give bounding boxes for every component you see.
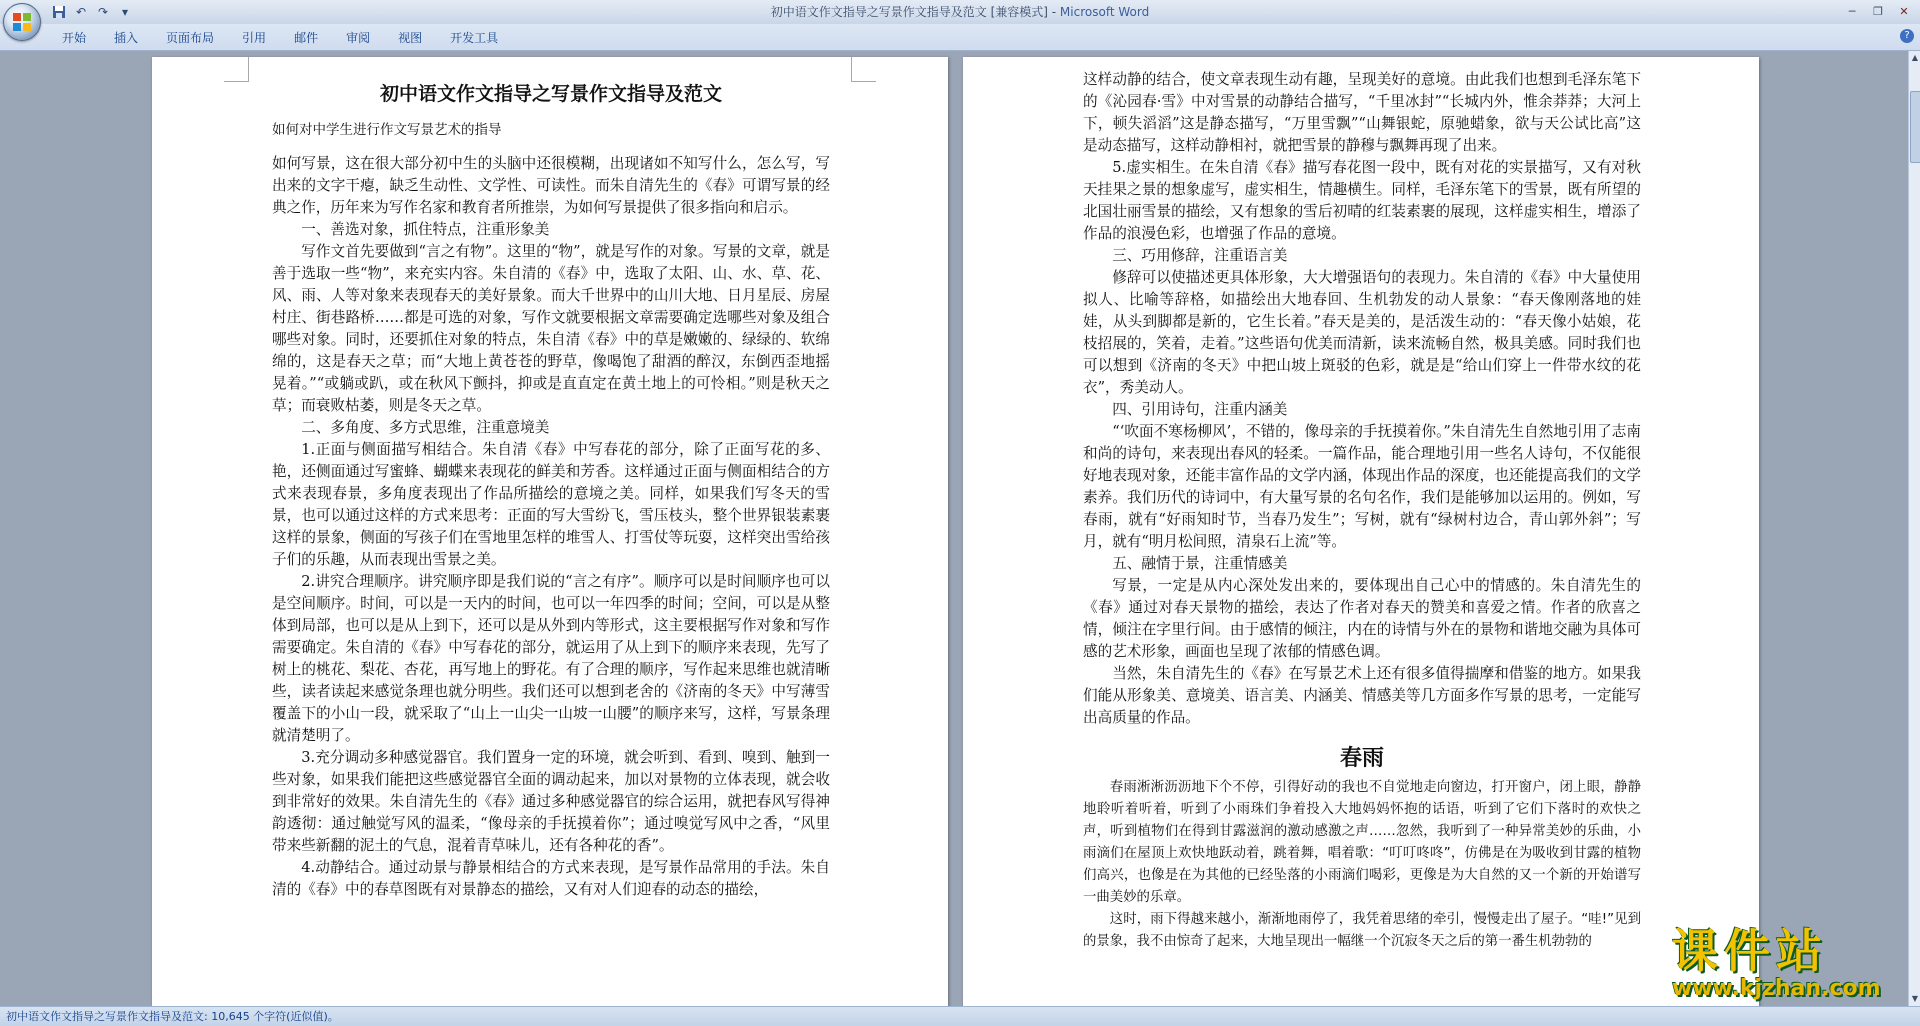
essay-paragraph: 春雨淅淅沥沥地下个不停，引得好动的我也不自觉地走向窗边，打开窗户，闭上眼，静静地聆听着听着，听到了小雨珠们争着投入大地妈妈怀抱的话语，听到了它们下落时的欢快之声，听到植物们在得到甘露滋润的激动感激之声……忽然，我听到了一种异常美妙的乐曲，小雨滴们在屋顶上欢快地跃动着，跳着舞，唱着歌：“叮叮咚咚”，仿佛是在为吸收到甘露的植物们高兴，也像是在为其他的已经坠落的小雨滴们喝彩，更像是为大自然的又一个新的开始谱写一曲美妙的乐章。 [1083,780,1641,905]
page-content [1083,69,1641,953]
essay-paragraph: 这时，雨下得越来越小，渐渐地雨停了，我凭着思绪的牵引，慢慢走出了屋子。“哇!”见到的景象，我不由惊奇了起来，大地呈现出一幅继一个沉寂冬天之后的第一番生机勃勃的 [1083,912,1641,949]
app-name: Microsoft Word [1059,5,1150,19]
watermark-url: www.kjzhan.com [1672,976,1881,1001]
help-icon[interactable]: ? [1900,29,1914,43]
undo-icon[interactable]: ↶ [75,5,87,19]
paragraph: 4.动静结合。通过动景与静景相结合的方式来表现，是写景作品常用的手法。朱自清的《春》中的春草图既有对景静态的描绘，又有对人们迎春的动态的描绘， [272,859,830,898]
section-heading: 二、多角度、多方式思维，注重意境美 [301,419,550,436]
tab-home[interactable]: 开始 [62,31,87,45]
document-page-right[interactable] [963,57,1759,1006]
paragraph: 2.讲究合理顺序。讲究顺序即是我们说的“言之有序”。顺序可以是时间顺序也可以是空间顺序。时间，可以是一天内的时间，也可以一年四季的时间；空间，可以是从整体到局部，也可以是从上到下，还可以是从外到内等形式，这主要根据写作对象和写作需要确定。朱自清的《春》中写春花的部分，就运用了从上到下的顺序来表现，先写了树上的桃花、梨花、杏花，再写地上的野花。有了合理的顺序，写作起来思维也就清晰些，读者读起来感觉条理也就分明些。我们还可以想到老舍的《济南的冬天》中写薄雪覆盖下的小山一段，就采取了“山上一山尖一山坡一山腰”的顺序来写，这样，写景条理就清楚明了。 [272,573,830,744]
window-title [0,0,1920,24]
paragraph: 写景，一定是从内心深处发出来的，要体现出自己心中的情感的。朱自清先生的《春》通过对春天景物的描绘，表达了作者对春天的赞美和喜爱之情。作者的欣喜之情，倾注在字里行间。由于感情的倾注，内在的诗情与外在的景物和谐地交融为具体可感的艺术形象，画面也呈现了浓郁的情感色调。 [1083,577,1641,660]
vertical-scrollbar[interactable] [1908,51,1920,1006]
document-title: 初中语文作文指导之写景作文指导及范文 [379,83,722,105]
watermark-text: 课件站 [1672,924,1828,978]
window-controls [1840,2,1916,20]
close-icon[interactable]: ✕ [1899,4,1909,18]
paragraph: 当然，朱自清先生的《春》在写景艺术上还有很多值得揣摩和借鉴的地方。如果我们能从形象美、意境美、语言美、内涵美、情感美等几方面多作写景的思考，一定能写出高质量的作品。 [1083,665,1641,726]
section-heading: 四、引用诗句，注重内涵美 [1112,401,1288,418]
scroll-down-icon[interactable]: ▼ [1911,994,1919,1003]
tab-insert[interactable]: 插入 [114,31,139,45]
paragraph: 1.正面与侧面描写相结合。朱自清《春》中写春花的部分，除了正面写花的多、艳，还侧面通过写蜜蜂、蝴蝶来表现花的鲜美和芳香。这样通过正面与侧面相结合的方式来表现春景，多角度表现出了作品所描绘的意境之美。同样，如果我们写冬天的雪景，也可以通过这样的方式来思考：正面的写大雪纷飞，雪压枝头，整个世界银装素裹这样的景象，侧面的写孩子们在雪地里怎样的堆雪人、打雪仗等玩耍，这样突出雪给孩子们的乐趣，从而表现出雪景之美。 [272,441,830,568]
section-heading: 一、善选对象，抓住特点，注重形象美 [301,221,550,238]
title-bar [0,0,1920,25]
document-name: 初中语文作文指导之写景作文指导及范文 [兼容模式] - [770,5,1060,19]
restore-icon[interactable]: ❐ [1873,4,1883,18]
document-page-left[interactable] [152,57,948,1006]
word-count[interactable]: 初中语文作文指导之写景作文指导及范文: 10,645 个字符(近似值)。 [6,1010,339,1023]
save-icon[interactable] [50,3,68,21]
page-content [272,75,830,901]
section-heading: 五、融情于景，注重情感美 [1112,555,1288,572]
section-heading: 三、巧用修辞，注重语言美 [1112,247,1288,264]
paragraph: 写作文首先要做到“言之有物”。这里的“物”，就是写作的对象。写景的文章，就是善于选取一些“物”，来充实内容。朱自清的《春》中，选取了太阳、山、水、草、花、风、雨、人等对象来表现春天的美好景象。而大千世界中的山川大地、日月星辰、房屋村庄、街巷路桥……都是可选的对象，写作文就要根据文章需要确定选哪些对象及组合哪些对象。同时，还要抓住对象的特点，朱自清《春》中的草是嫩嫩的、绿绿的、软绵绵的，这是春天之草；而“大地上黄苍苍的野草，像喝饱了甜酒的醉汉，东倒西歪地摇晃着。”“或躺或趴，或在秋风下颤抖，抑或是直直定在黄土地上的可怜相。”则是秋天之草；而衰败枯萎，则是冬天之草。 [272,243,830,414]
margin-corner-mark [224,57,249,82]
paragraph: 如何写景，这在很大部分初中生的头脑中还很模糊，出现诸如不知写什么，怎么写，写出来的文字干瘪，缺乏生动性、文学性、可读性。而朱自清先生的《春》可谓写景的经典之作，历年来为写作名家和教育者所推崇，为如何写景提供了很多指向和启示。 [272,155,830,216]
scrollbar-thumb[interactable] [1910,91,1920,163]
scroll-up-icon[interactable]: ▲ [1911,53,1919,62]
ribbon-tab-bar [0,24,1920,51]
status-bar [0,1006,1920,1026]
tab-mailings[interactable]: 邮件 [294,31,319,45]
minimize-icon[interactable]: ─ [1848,4,1856,18]
customize-toolbar-icon[interactable]: ▾ [121,5,129,19]
document-workspace [0,51,1920,1006]
paragraph: 修辞可以使描述更具体形象，大大增强语句的表现力。朱自清的《春》中大量使用拟人、比喻等辞格，如描绘出大地春回、生机勃发的动人景象：“春天像刚落地的娃娃，从头到脚都是新的，它生长着。”春天是美的，是活泼生动的：“春天像小姑娘，花枝招展的，笑着，走着。”这些语句优美而清新，读来流畅自然，极具美感。同时我们也可以想到《济南的冬天》中把山坡上斑驳的色彩，就是是“给山们穿上一件带水纹的花衣”，秀美动人。 [1083,269,1641,396]
margin-corner-mark [851,57,876,82]
essay-title: 春雨 [1339,745,1384,771]
paragraph: 3.充分调动多种感觉器官。我们置身一定的环境，就会听到、看到、嗅到、触到一些对象，如果我们能把这些感觉器官全面的调动起来，加以对景物的立体表现，就会收到非常好的效果。朱自清先生的《春》通过多种感觉器官的综合运用，就把春风写得神韵透彻：通过触觉写风的温柔，“像母亲的手抚摸着你”；通过嗅觉写风中之香，“风里带来些新翻的泥土的气息，混着青草味儿，还有各种花的香”。 [272,749,830,854]
office-logo-icon [13,13,31,31]
paragraph: 这样动静的结合，使文章表现生动有趣，呈现美好的意境。由此我们也想到毛泽东笔下的《沁园春·雪》中对雪景的动静结合描写，“千里冰封”“长城内外，惟余莽莽；大河上下，顿失滔滔”这是静态描写，“万里雪飘”“山舞银蛇，原驰蜡象，欲与天公试比高”这是动态描写，这样动静相衬，就把雪景的静穆与飘舞再现了出来。 [1083,71,1641,154]
tab-view[interactable]: 视图 [398,31,423,45]
site-watermark [1672,925,1908,1005]
office-button[interactable] [3,3,41,41]
tab-review[interactable]: 审阅 [346,31,371,45]
tab-references[interactable]: 引用 [242,31,267,45]
paragraph: “‘吹面不寒杨柳风’，不错的，像母亲的手抚摸着你。”朱自清先生自然地引用了志南和尚的诗句，来表现出春风的轻柔。一篇作品，能合理地引用一些名人诗句，不仅能很好地表现对象，还能丰富作品的文学内涵，体现出作品的深度，也还能提高我们的文学素养。我们历代的诗词中，有大量写景的名句名作，我们是能够加以运用的。例如，写春雨，就有“好雨知时节，当春乃发生”；写树，就有“绿树村边合，青山郭外斜”；写月，就有“明月松间照，清泉石上流”等。 [1083,423,1641,550]
tab-developer[interactable]: 开发工具 [450,31,499,45]
redo-icon[interactable]: ↷ [97,5,109,19]
lead-line: 如何对中学生进行作文写景艺术的指导 [272,122,502,138]
quick-access-toolbar [50,3,134,21]
tab-page-layout[interactable]: 页面布局 [166,31,215,45]
paragraph: 5.虚实相生。在朱自清《春》描写春花图一段中，既有对花的实景描写，又有对秋天挂果之景的想象虚写，虚实相生，情趣横生。同样，毛泽东笔下的雪景，既有所望的北国壮丽雪景的描绘，又有想象的雪后初晴的红装素裹的展现，这样虚实相生，增添了作品的浪漫色彩，也增强了作品的意境。 [1083,159,1641,242]
